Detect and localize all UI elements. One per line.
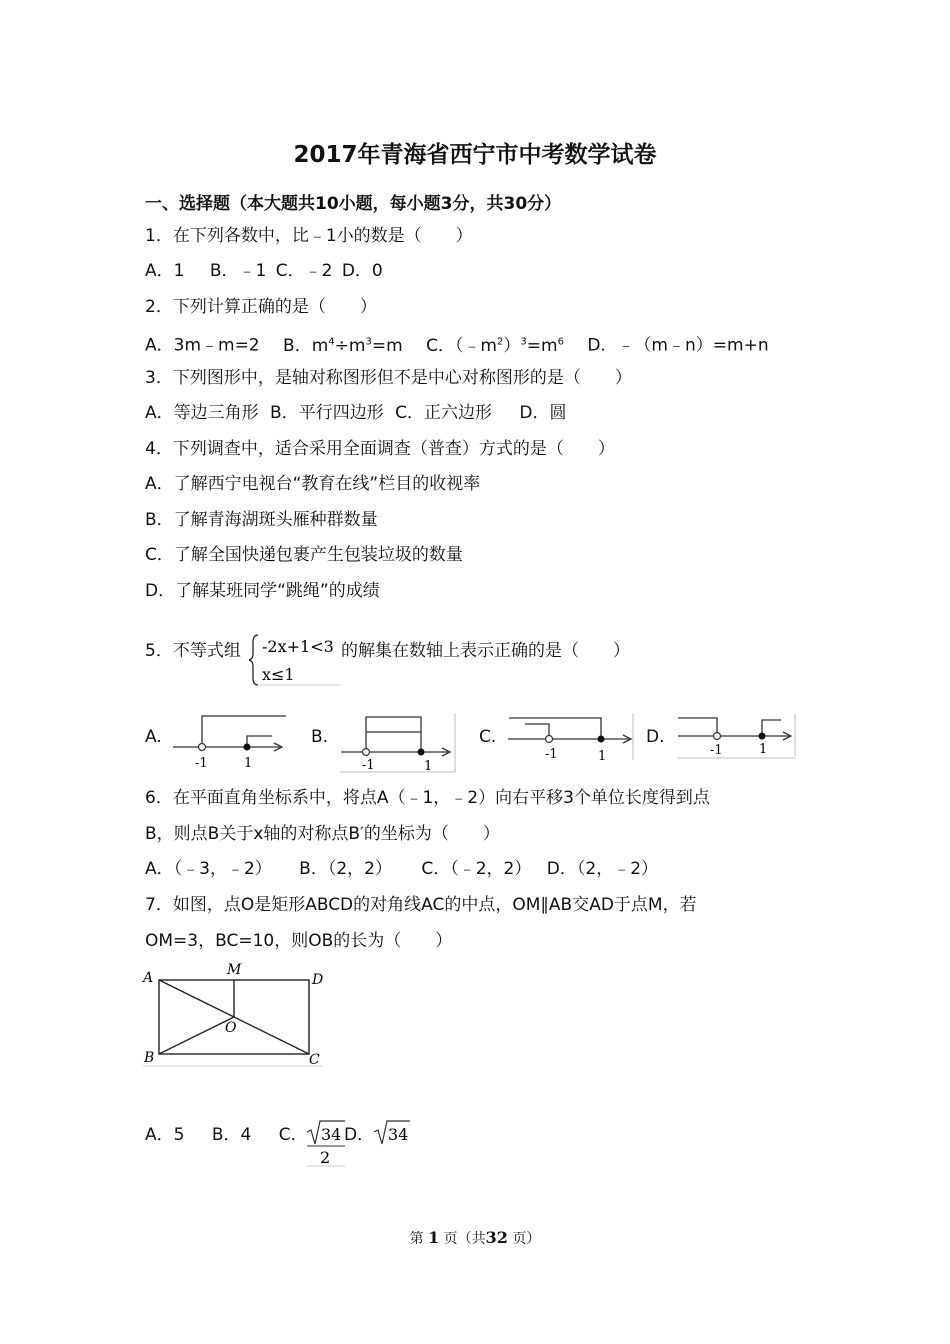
q5-label-b: B. (311, 727, 329, 747)
page-footer: 第 1 页（共32 页） (409, 1228, 541, 1247)
q6-option-b: B．（2，2） (299, 859, 392, 879)
open-dot-icon (546, 736, 553, 743)
open-dot-icon (714, 733, 721, 740)
q1-stem: 1．在下列各数中，比﹣1小的数是（ ） (145, 226, 473, 246)
q7-option-b: B．4 (211, 1125, 252, 1145)
svg-text:1: 1 (244, 756, 253, 771)
q5-stem-post: 的解集在数轴上表示正确的是（ ） (341, 641, 630, 661)
q4-option-d: D．了解某班同学“跳绳”的成绩 (145, 581, 380, 601)
q1-option-d: D．0 (341, 261, 383, 281)
label-d: D (312, 972, 324, 988)
svg-text:-1: -1 (195, 756, 208, 771)
q2-option-c: C．$(﹣m^2)^3=m^6$ (426, 335, 564, 356)
label-a: A (143, 970, 154, 986)
q5-stem-pre: 5．不等式组 (145, 641, 241, 661)
svg-text:1: 1 (424, 759, 433, 774)
svg-text:34: 34 (321, 1125, 342, 1144)
brace-icon (249, 635, 258, 685)
q6-option-c: C．（﹣2，2） (421, 859, 532, 879)
q7-option-c-fraction (305, 1118, 347, 1168)
label-o: O (225, 1020, 237, 1036)
label-c: C (309, 1052, 320, 1068)
q6-options (145, 857, 658, 881)
q7-rectangle-figure (140, 960, 330, 1070)
svg-text:1: 1 (598, 749, 607, 764)
svg-text:2: 2 (320, 1148, 331, 1167)
q1-option-c: C．﹣2 (275, 261, 333, 281)
closed-dot-icon (759, 733, 766, 740)
open-dot-icon (363, 749, 370, 756)
q7-line-2: OM=3，BC=10，则OB的长为（ ） (145, 931, 453, 951)
open-dot-icon (199, 744, 206, 751)
q3-option-a: A．等边三角形 (145, 403, 259, 423)
q7-option-d-sqrt (372, 1118, 412, 1148)
closed-dot-icon (598, 736, 605, 743)
q2-option-a: A．3m﹣m=2 (145, 335, 260, 356)
closed-dot-icon (418, 749, 425, 756)
q5-figure-a (170, 712, 290, 772)
q4-stem: 4．下列调查中，适合采用全面调查（普查）方式的是（ ） (145, 439, 615, 459)
q7-options (145, 1123, 308, 1147)
page-total: 32 (485, 1228, 508, 1247)
q7-option-d: D． (344, 1125, 375, 1145)
q7-line-1: 7．如图，点O是矩形ABCD的对角线AC的中点，OM∥AB交AD于点M，若 (145, 895, 697, 915)
q2-option-b: B．$m^4\div m^3=m$ (283, 335, 403, 356)
q5-figure-c (505, 712, 637, 772)
q6-line-2: B，则点B关于x轴的对称点B′的坐标为（ ） (145, 824, 500, 844)
label-b: B (144, 1050, 155, 1066)
q5-figure-d (675, 712, 799, 768)
closed-dot-icon (244, 744, 251, 751)
q3-stem: 3．下列图形中，是轴对称图形但不是中心对称图形的是（ ） (145, 368, 632, 388)
q7-option-a: A．5 (145, 1125, 185, 1145)
q6-option-d: D．（2，﹣2） (546, 859, 659, 879)
svg-text:34: 34 (388, 1125, 409, 1144)
q2-option-d: D．﹣（m﹣n）=m+n (587, 335, 769, 356)
q2-stem: 2．下列计算正确的是（ ） (145, 297, 377, 317)
q4-option-a: A．了解西宁电视台“教育在线”栏目的收视率 (145, 474, 481, 494)
section-heading: 一、选择题（本大题共10小题，每小题3分，共30分） (145, 194, 562, 214)
q5-figure-b (338, 712, 458, 776)
q5-label-c: C. (479, 727, 497, 747)
segment-ob (159, 1017, 234, 1054)
q3-options (145, 401, 567, 425)
q6-option-a: A．（﹣3，﹣2） (145, 859, 272, 879)
q5-ineq-1: -2x+1<3 (262, 637, 334, 656)
q1-option-a: A．1 (145, 261, 185, 281)
svg-text:-1: -1 (545, 747, 558, 762)
page-title: 2017年青海省西宁市中考数学试卷 (293, 142, 657, 168)
page-number: 1 (428, 1228, 440, 1247)
q5-label-a: A. (145, 727, 162, 747)
svg-text:1: 1 (759, 742, 768, 757)
q5-label-d: D. (646, 727, 665, 747)
q6-line-1: 6．在平面直角坐标系中，将点A（﹣1，﹣2）向右平移3个单位长度得到点 (145, 788, 710, 808)
q7-option-c: C． (278, 1125, 308, 1145)
q5-ineq-2: x≤1 (262, 665, 295, 684)
q5-inequality-system (248, 632, 344, 688)
q1-option-b: B．﹣1 (209, 261, 267, 281)
svg-text:-1: -1 (362, 758, 375, 773)
q2-options (145, 330, 769, 358)
q3-option-d: D．圆 (519, 403, 567, 423)
q3-option-c: C．正六边形 (395, 403, 492, 423)
q1-options (145, 259, 383, 283)
q4-option-c: C．了解全国快递包裹产生包装垃圾的数量 (145, 545, 463, 565)
q3-option-b: B．平行四边形 (270, 403, 384, 423)
q4-option-b: B．了解青海湖斑头雁种群数量 (145, 510, 378, 530)
label-m: M (227, 962, 242, 978)
svg-text:-1: -1 (710, 743, 723, 758)
